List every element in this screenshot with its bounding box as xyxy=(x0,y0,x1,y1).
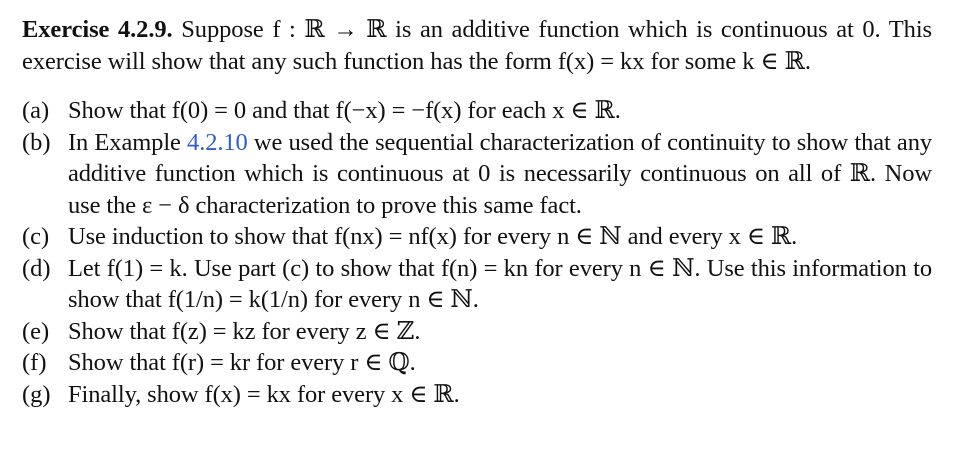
part-label: (g) xyxy=(22,380,51,408)
part-text: Show that f(r) = kr for every r ∈ ℚ. xyxy=(68,349,416,376)
part-text: Show that f(0) = 0 and that f(−x) = −f(x) for each x ∈ ℝ. xyxy=(68,97,621,124)
exercise-statement-text: Suppose f : ℝ → ℝ is an additive function which is continuous at 0. This exercise will show that any such function has the form f(x) = kx for some k ∈ ℝ. xyxy=(22,16,933,75)
part-text xyxy=(68,127,932,222)
part-text-after-link: we used the sequential characterization of continuity to show that any additive function which is continuous at 0 is necessarily continuous on all of ℝ. Now use the ε − δ characterization to prove this same fact. xyxy=(68,128,932,219)
part-c xyxy=(22,221,932,253)
example-reference-link[interactable]: 4.2.10 xyxy=(187,128,248,156)
part-label: (f) xyxy=(22,349,47,376)
part-g xyxy=(22,379,932,411)
part-text-before-link: In Example xyxy=(68,128,188,156)
part-label: (b) xyxy=(22,128,51,156)
exercise-parts-list xyxy=(22,95,932,410)
part-label: (a) xyxy=(22,97,50,124)
part-d xyxy=(22,253,932,316)
part-text: Let f(1) = k. Use part (c) to show that f(n) = kn for every n ∈ ℕ. Use this information to show that f(1/n) = k(1/n) for every n ∈ ℕ. xyxy=(68,254,932,313)
part-e xyxy=(22,316,932,348)
part-label: (d) xyxy=(22,254,51,282)
exercise-heading: Exercise 4.2.9. xyxy=(22,16,173,43)
part-f xyxy=(22,347,932,379)
exercise-statement xyxy=(22,14,932,77)
part-label: (c) xyxy=(22,223,50,250)
part-text: Use induction to show that f(nx) = nf(x) for every n ∈ ℕ and every x ∈ ℝ. xyxy=(68,223,798,250)
part-label: (e) xyxy=(22,317,50,345)
part-a xyxy=(22,95,932,127)
part-text: Show that f(z) = kz for every z ∈ ℤ. xyxy=(68,317,421,345)
part-text: Finally, show f(x) = kx for every x ∈ ℝ. xyxy=(68,380,460,408)
part-b xyxy=(22,127,932,222)
